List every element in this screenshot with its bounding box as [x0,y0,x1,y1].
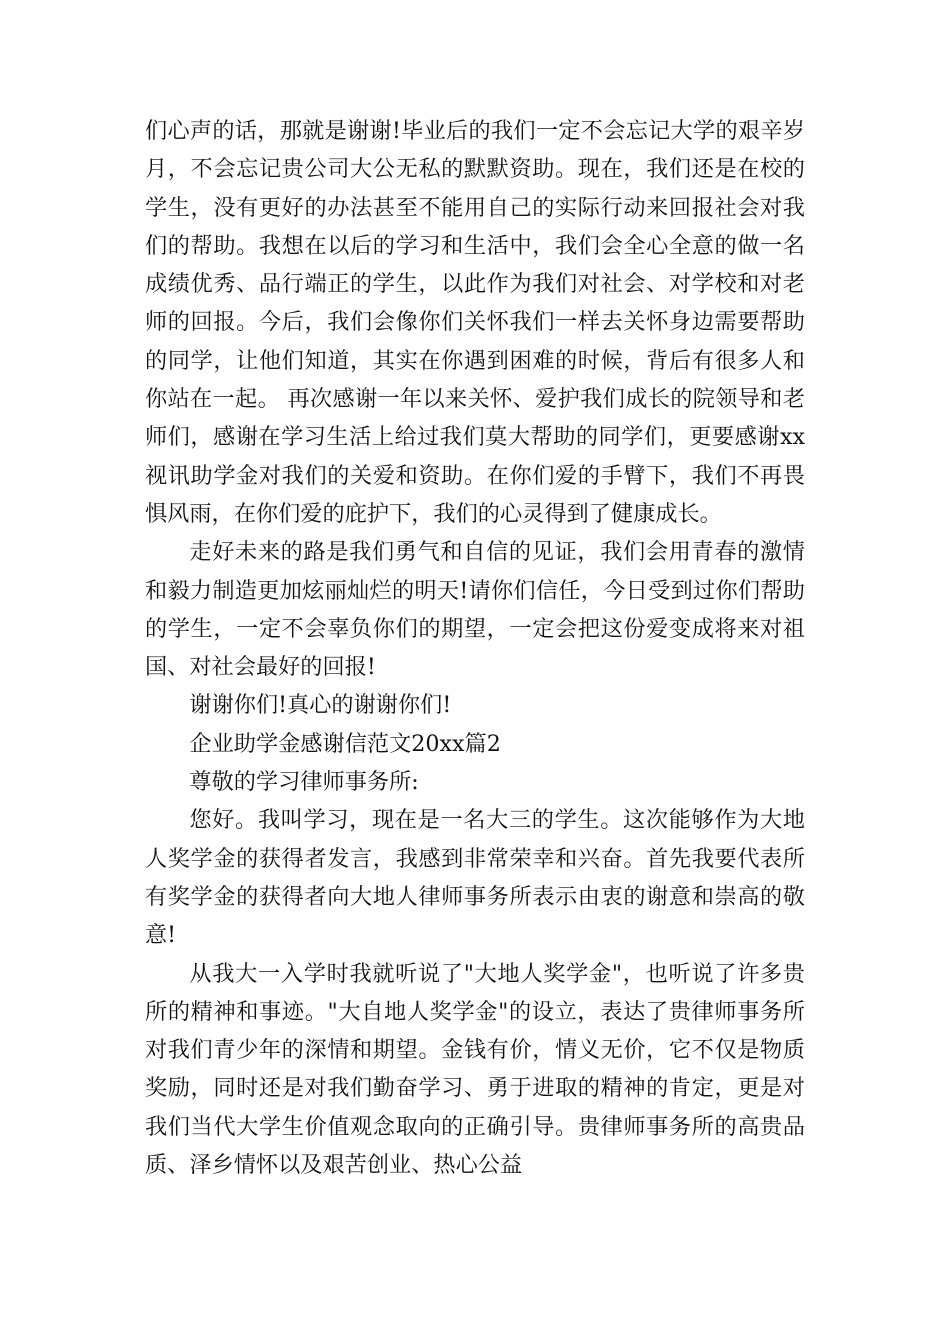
letter-salutation: 尊敬的学习律师事务所: [189,769,419,796]
document-page [145,112,805,1184]
paragraph-scholarship: 从我大一入学时我就听说了"大地人奖学金"，也听说了许多贵所的精神和事迹。"大自地人奖学金"的设立，表达了贵律师事务所对我们青少年的深情和期望。金钱有价，情义无价，它不仅是物质奖励，同时还是对我们勤奋学习、勇于进取的精神的肯定，更是对我们当代大学生价值观念取向的正确引导。贵律师事务所的高贵品质、泽乡情怀以及艰苦创业、热心公益 [145,960,805,1179]
paragraph-greeting: 您好。我叫学习，现在是一名大三的学生。这次能够作为大地人奖学金的获得者发言，我感到非常荣幸和兴奋。首先我要代表所有奖学金的获得者向大地人律师事务所表示由衷的谢意和崇高的敬意! [145,807,805,949]
paragraph-future: 走好未来的路是我们勇气和自信的见证，我们会用青春的激情和毅力制造更加炫丽灿烂的明天!请你们信任，今日受到过你们帮助的学生，一定不会辜负你们的期望，一定会把这份爱变成将来对祖国、对社会最好的回报! [145,539,805,681]
paragraph-continuation: 们心声的话，那就是谢谢!毕业后的我们一定不会忘记大学的艰辛岁月，不会忘记贵公司大公无私的默默资助。现在，我们还是在校的学生，没有更好的办法甚至不能用自己的实际行动来回报社会对我们的帮助。我想在以后的学习和生活中，我们会全心全意的做一名成绩优秀、品行端正的学生，以此作为我们对社会、对学校和对老师的回报。今后，我们会像你们关怀我们一样去关怀身边需要帮助的同学，让他们知道，其实在你遇到困难的时候，背后有很多人和你站在一起。 再次感谢一年以来关怀、爱护我们成长的院领导和老师们，感谢在学习生活上给过我们莫大帮助的同学们，更要感谢xx视讯助学金对我们的关爱和资助。在你们爱的手臂下，我们不再畏惧风雨，在你们爱的庇护下，我们的心灵得到了健康成长。 [145,118,805,527]
paragraph-thanks: 谢谢你们!真心的谢谢你们! [189,692,452,719]
section-heading: 企业助学金感谢信范文20xx篇2 [189,730,501,757]
